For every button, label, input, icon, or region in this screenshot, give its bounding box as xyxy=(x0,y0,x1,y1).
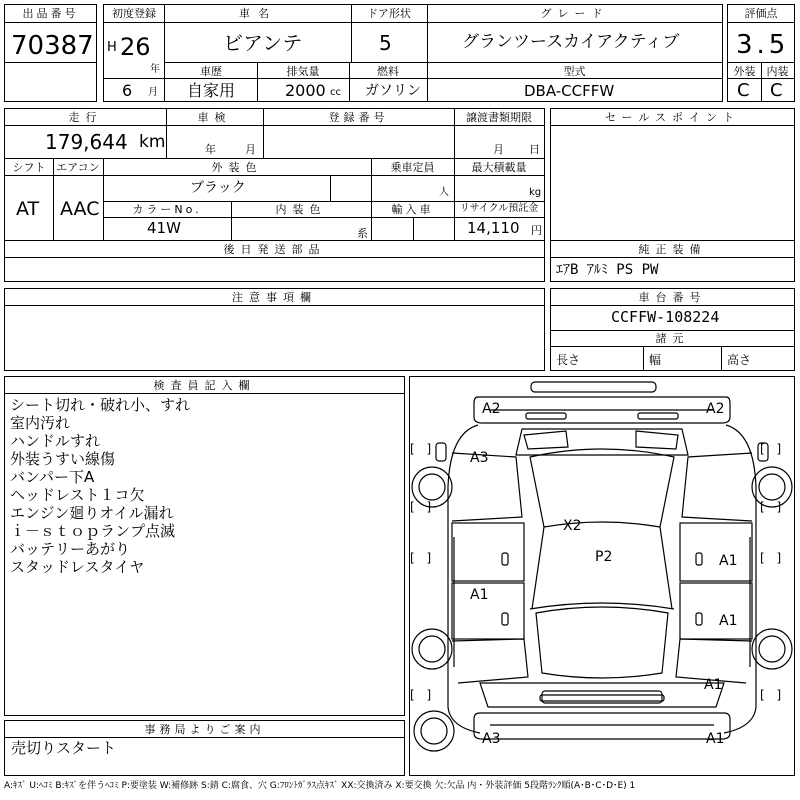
left-mirror xyxy=(436,443,446,461)
equipment-label: 純正装備 xyxy=(638,243,707,256)
mark-center: P2 xyxy=(595,549,613,565)
displacement-label: 排気量 xyxy=(286,65,320,78)
fuel-label: 燃料 xyxy=(377,65,399,78)
year-unit: 年 xyxy=(150,64,160,75)
remark-item: ハンドルすれ xyxy=(10,432,101,450)
mark-roof: X2 xyxy=(563,518,582,534)
chassis-box xyxy=(550,288,795,371)
width-label: 幅 xyxy=(649,353,662,367)
remark-item: バッテリーあがり xyxy=(10,540,131,558)
score-label: 評価点 xyxy=(744,7,778,20)
sales-points-box xyxy=(550,108,795,241)
bracket-left-rear: [ ] xyxy=(410,688,436,702)
transfer-month-unit: 月 xyxy=(493,143,504,156)
wheel-rear-left xyxy=(412,629,452,669)
import-label: 輸入車 xyxy=(391,203,434,216)
color-number: 41W xyxy=(147,219,181,237)
remark-item: ｉ－ｓｔｏｐランプ点滅 xyxy=(10,522,176,540)
roof xyxy=(530,449,674,527)
registration-year: 26 xyxy=(120,33,151,61)
bracket-left-door: [ ] xyxy=(410,551,436,565)
car-name-label: 車名 xyxy=(239,7,277,20)
recycle-deposit: 14,110 xyxy=(467,219,520,237)
lot-number: 70387 xyxy=(11,31,94,61)
model-label: 型式 xyxy=(563,65,586,78)
first-registration-label: 初度登録 xyxy=(112,7,156,20)
mark-rear-right: A1 xyxy=(706,731,725,747)
remark-item: エンジン廻りオイル漏れ xyxy=(10,504,174,522)
recycle-unit: 円 xyxy=(531,224,542,237)
exterior-color-label: 外装色 xyxy=(211,161,263,174)
capacity-label: 乗車定員 xyxy=(390,161,435,174)
right-body xyxy=(724,425,756,733)
remark-item: 室内汚れ xyxy=(10,414,71,432)
length-label: 長さ xyxy=(556,353,581,367)
office-message: 売切りスタート xyxy=(11,739,117,757)
mark-front-left: A2 xyxy=(482,401,501,417)
spare-tire xyxy=(414,711,454,751)
rear-bumper-top xyxy=(540,695,664,701)
registration-month: 6 xyxy=(122,81,133,100)
mark-front-right: A2 xyxy=(706,401,725,417)
office-label: 事務局よりご案内 xyxy=(144,723,265,736)
aircon-type: AAC xyxy=(60,198,100,220)
shift-label: シフト xyxy=(12,161,46,174)
color-number-label: カラーNo. xyxy=(132,203,202,216)
mark-right-rear-fender: A1 xyxy=(704,677,723,693)
registration-era: H xyxy=(107,40,117,55)
door-type-label: ドア形状 xyxy=(367,7,411,20)
inspection-year-unit: 年 xyxy=(205,143,216,156)
dimensions-label: 諸元 xyxy=(655,332,690,345)
front-bumper-top xyxy=(531,382,656,392)
mark-right-rear-door: A1 xyxy=(719,613,738,629)
capacity-unit: 人 xyxy=(439,187,449,198)
car-info-box xyxy=(164,4,723,102)
equipment-box xyxy=(550,240,795,282)
rear-bumper xyxy=(474,713,730,739)
sales-points-label: セールスポイント xyxy=(604,111,740,124)
vehicle-history: 自家用 xyxy=(187,81,236,100)
interior-grade: C xyxy=(770,80,783,101)
displacement: 2000 xyxy=(285,81,326,100)
exterior-grade-label: 外装 xyxy=(733,65,756,78)
max-load-unit: kg xyxy=(529,187,542,198)
interior-color-label: 内装色 xyxy=(275,203,327,216)
left-front-door xyxy=(452,523,524,581)
remark-item: シート切れ・破れ小、すれ xyxy=(10,396,191,414)
office-box xyxy=(4,720,405,776)
mark-left-front-fender: A3 xyxy=(470,450,489,466)
inspection-label: 車検 xyxy=(197,111,232,124)
interior-grade-label: 内装 xyxy=(766,65,789,78)
exterior-color: ブラック xyxy=(190,180,246,196)
right-front-door xyxy=(680,523,752,581)
rear-window xyxy=(536,607,668,678)
aircon-label: エアコン xyxy=(56,161,100,174)
windshield xyxy=(524,431,568,449)
height-label: 高さ xyxy=(727,353,752,367)
transfer-day-unit: 日 xyxy=(529,143,540,156)
wheel-rear-right xyxy=(752,629,792,669)
remark-item: バンパー下A xyxy=(10,468,95,486)
notes-label: 注意事項欄 xyxy=(232,291,317,304)
mark-right-front-door: A1 xyxy=(719,553,738,569)
left-rear-fender xyxy=(452,639,528,683)
score: 3.5 xyxy=(736,30,790,60)
mark-left-rear-door: A1 xyxy=(470,587,489,603)
equipment-list: ｴｱB ｱﾙﾐ PS PW xyxy=(556,262,659,278)
bracket-left-front: [ ] xyxy=(410,442,436,456)
mark-rear-left: A3 xyxy=(482,731,501,747)
mileage-label: 走行 xyxy=(68,111,103,124)
lot-number-box xyxy=(4,4,97,102)
door-count: 5 xyxy=(379,31,392,55)
history-label: 車歴 xyxy=(200,65,222,78)
first-registration-box xyxy=(103,4,165,102)
car-diagram xyxy=(410,377,794,775)
displacement-unit: cc xyxy=(330,87,341,98)
shift-type: AT xyxy=(16,198,40,220)
notes-box xyxy=(4,288,545,371)
month-unit: 月 xyxy=(148,87,158,98)
remark-item: ヘッドレスト１コ欠 xyxy=(10,486,145,504)
max-load-label: 最大積載量 xyxy=(471,161,527,174)
transfer-deadline-label: 譲渡書類期限 xyxy=(466,111,532,124)
damage-map-box xyxy=(409,376,795,776)
inspection-month-unit: 月 xyxy=(245,143,256,156)
chassis-label: 車台番号 xyxy=(638,291,707,304)
model-code: DBA-CCFFW xyxy=(524,82,615,100)
details-box xyxy=(4,108,545,241)
mileage-unit: km xyxy=(139,132,166,152)
remark-item: スタッドレスタイヤ xyxy=(10,558,145,576)
bracket-right-door: [ ] xyxy=(760,551,786,565)
bracket-left-mid: [ ] xyxy=(410,500,436,514)
remarks-list xyxy=(10,396,190,576)
chassis-number: CCFFW-108224 xyxy=(611,308,720,326)
recycle-deposit-label: リサイクル預託金 xyxy=(459,203,539,214)
footer-legend: A:ｷｽﾞ U:ﾍｺﾐ B:ｷｽﾞを伴うﾍｺﾐ P:要塗装 W:補修跡 S:錆 C:腐食、穴 G:ﾌﾛﾝﾄｶﾞﾗｽ点ｷｽﾞ XX:交換済み X:要交換 欠:欠品 内・外装評価 5段階ﾗﾝｸ順(A･B･C･D･E) 1 xyxy=(4,781,636,791)
lot-number-label: 出品番号 xyxy=(22,7,79,20)
later-parts-box xyxy=(4,240,545,282)
remark-item: 外装うすい線傷 xyxy=(10,450,116,468)
registration-number-label: 登録番号 xyxy=(328,111,389,124)
right-front-fender xyxy=(682,453,752,521)
inspector-box xyxy=(4,376,405,716)
interior-color-unit: 系 xyxy=(357,227,368,240)
bracket-right-mid: [ ] xyxy=(760,500,786,514)
grade: グランツースカイアクティブ xyxy=(462,32,680,52)
bracket-right-front: [ ] xyxy=(760,442,786,456)
score-box xyxy=(727,4,795,102)
later-parts-label: 後日発送部品 xyxy=(223,243,326,256)
bracket-right-rear: [ ] xyxy=(760,688,786,702)
exterior-grade: C xyxy=(737,80,750,101)
car-name: ビアンテ xyxy=(223,31,303,55)
inspector-label: 検査員記入欄 xyxy=(153,379,256,392)
left-body xyxy=(448,425,480,733)
grade-label: グレード xyxy=(540,7,609,20)
right-rear-door xyxy=(680,583,752,639)
mileage: 179,644 xyxy=(45,130,128,154)
fuel-type: ガソリン xyxy=(365,83,421,99)
